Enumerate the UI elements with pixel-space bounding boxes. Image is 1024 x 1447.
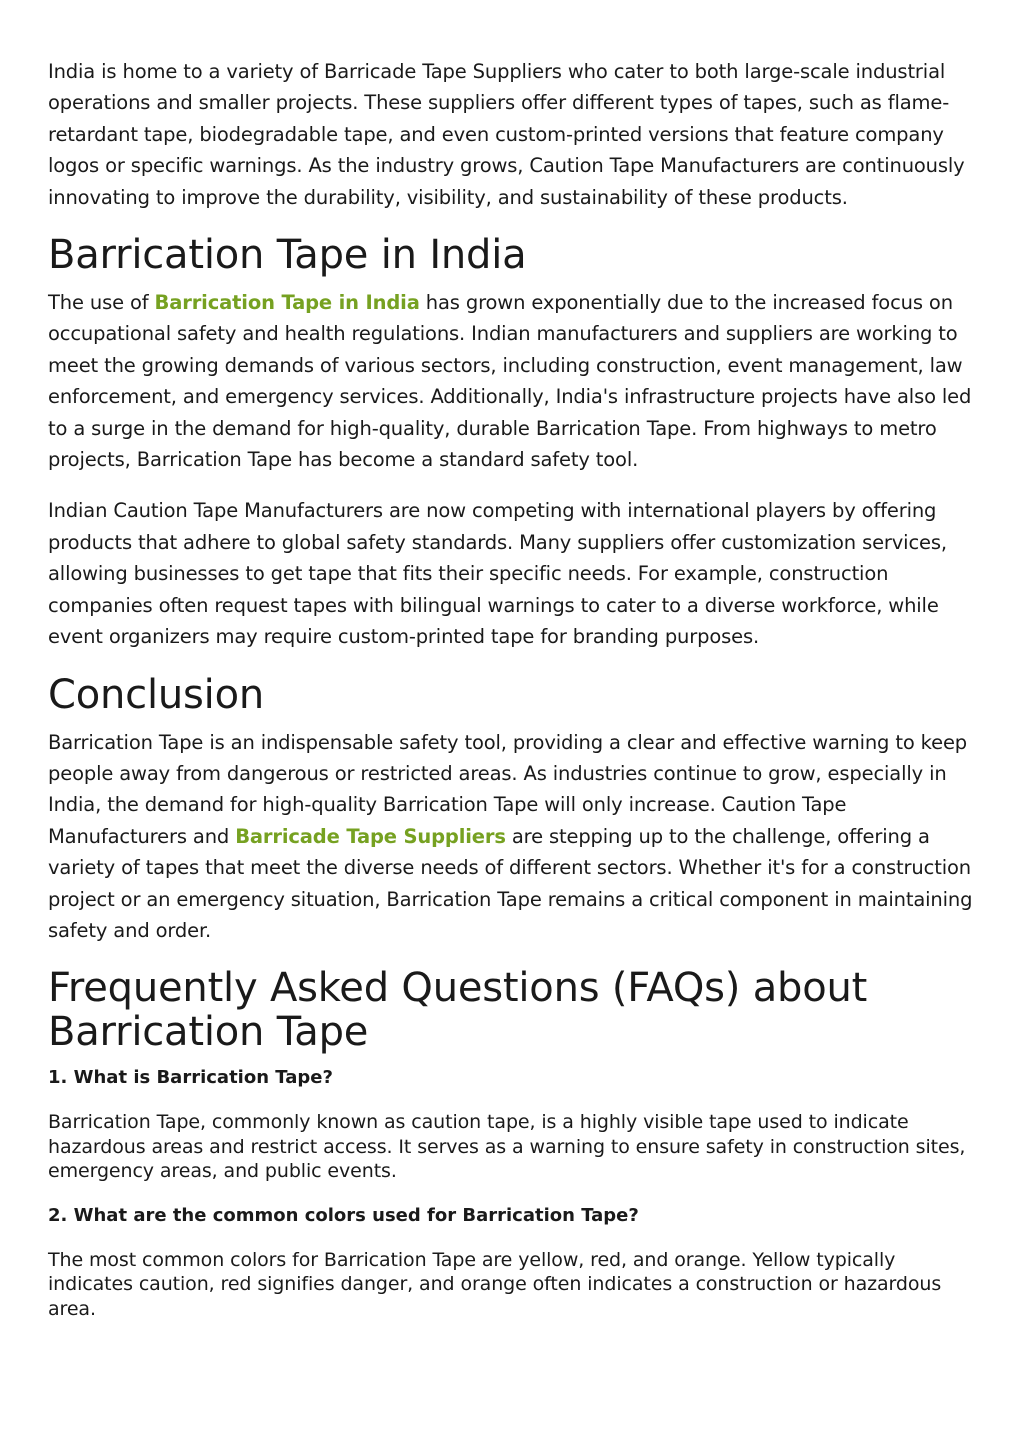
faq-heading: Frequently Asked Questions (FAQs) about Barrication Tape [48, 965, 868, 1056]
barrication-tape-in-india-link[interactable]: Barrication Tape in India [154, 291, 420, 315]
india-paragraph-1 [48, 287, 978, 475]
conclusion-p-after: are stepping up to the challenge, offering a variety of tapes that meet the diverse needs of different sectors. Whether it's for a construction project or an emergency situation, Barrication Tape remains a critical component in maintaining safety and order. [48, 824, 973, 942]
faq-question-1: 1. What is Barrication Tape? [48, 1067, 333, 1089]
faq-question-2: 2. What are the common colors used for Barrication Tape? [48, 1204, 639, 1226]
intro-paragraph: India is home to a variety of Barricade Tape Suppliers who cater to both large-scale industrial operations and smaller projects. These suppliers offer different types of tapes, such as flame-retardant tape, biodegradable tape, and even custom-printed versions that feature company logos or specific warnings. As the industry grows, Caution Tape Manufacturers are continuously innovating to improve the durability, visibility, and sustainability of these products. [48, 60, 965, 209]
faq-answer-1: Barrication Tape, commonly known as caution tape, is a highly visible tape used to indicate hazardous areas and restrict access. It serves as a warning to ensure safety in construction sites, emergency areas, and public events. [48, 1111, 966, 1183]
conclusion-heading: Conclusion [48, 671, 264, 718]
document-page [48, 56, 978, 1341]
india-paragraph-2: Indian Caution Tape Manufacturers are now competing with international players by offering products that adhere to global safety standards. Many suppliers offer customization services, allowing businesses to get tape that fits their specific needs. For example, construction companies often request tapes with bilingual warnings to cater to a diverse workforce, while event organizers may require custom-printed tape for branding purposes. [48, 499, 947, 649]
faq-answer-2: The most common colors for Barrication Tape are yellow, red, and orange. Yellow typically indicates caution, red signifies danger, and orange often indicates a construction or hazardous area. [48, 1248, 942, 1320]
conclusion-p-before: Barrication Tape is an indispensable safety tool, providing a clear and effective warning to keep people away from dangerous or restricted areas. As industries continue to grow, especially in India, the demand for high-quality Barrication Tape will only increase. Caution Tape Manufacturers and [48, 730, 968, 848]
india-heading: Barrication Tape in India [48, 232, 527, 279]
barricade-tape-suppliers-link[interactable]: Barricade Tape Suppliers [235, 824, 506, 848]
conclusion-paragraph [48, 727, 978, 947]
india-p1-after: has grown exponentially due to the increased focus on occupational safety and health regulations. Indian manufacturers and suppliers are working to meet the growing demands of various sectors, including construction, event management, law enforcement, and emergency services. Additionally, India's infrastructure projects have also led to a surge in the demand for high-quality, durable Barrication Tape. From highways to metro projects, Barrication Tape has become a standard safety tool. [48, 291, 972, 472]
india-p1-before: The use of [48, 291, 155, 315]
